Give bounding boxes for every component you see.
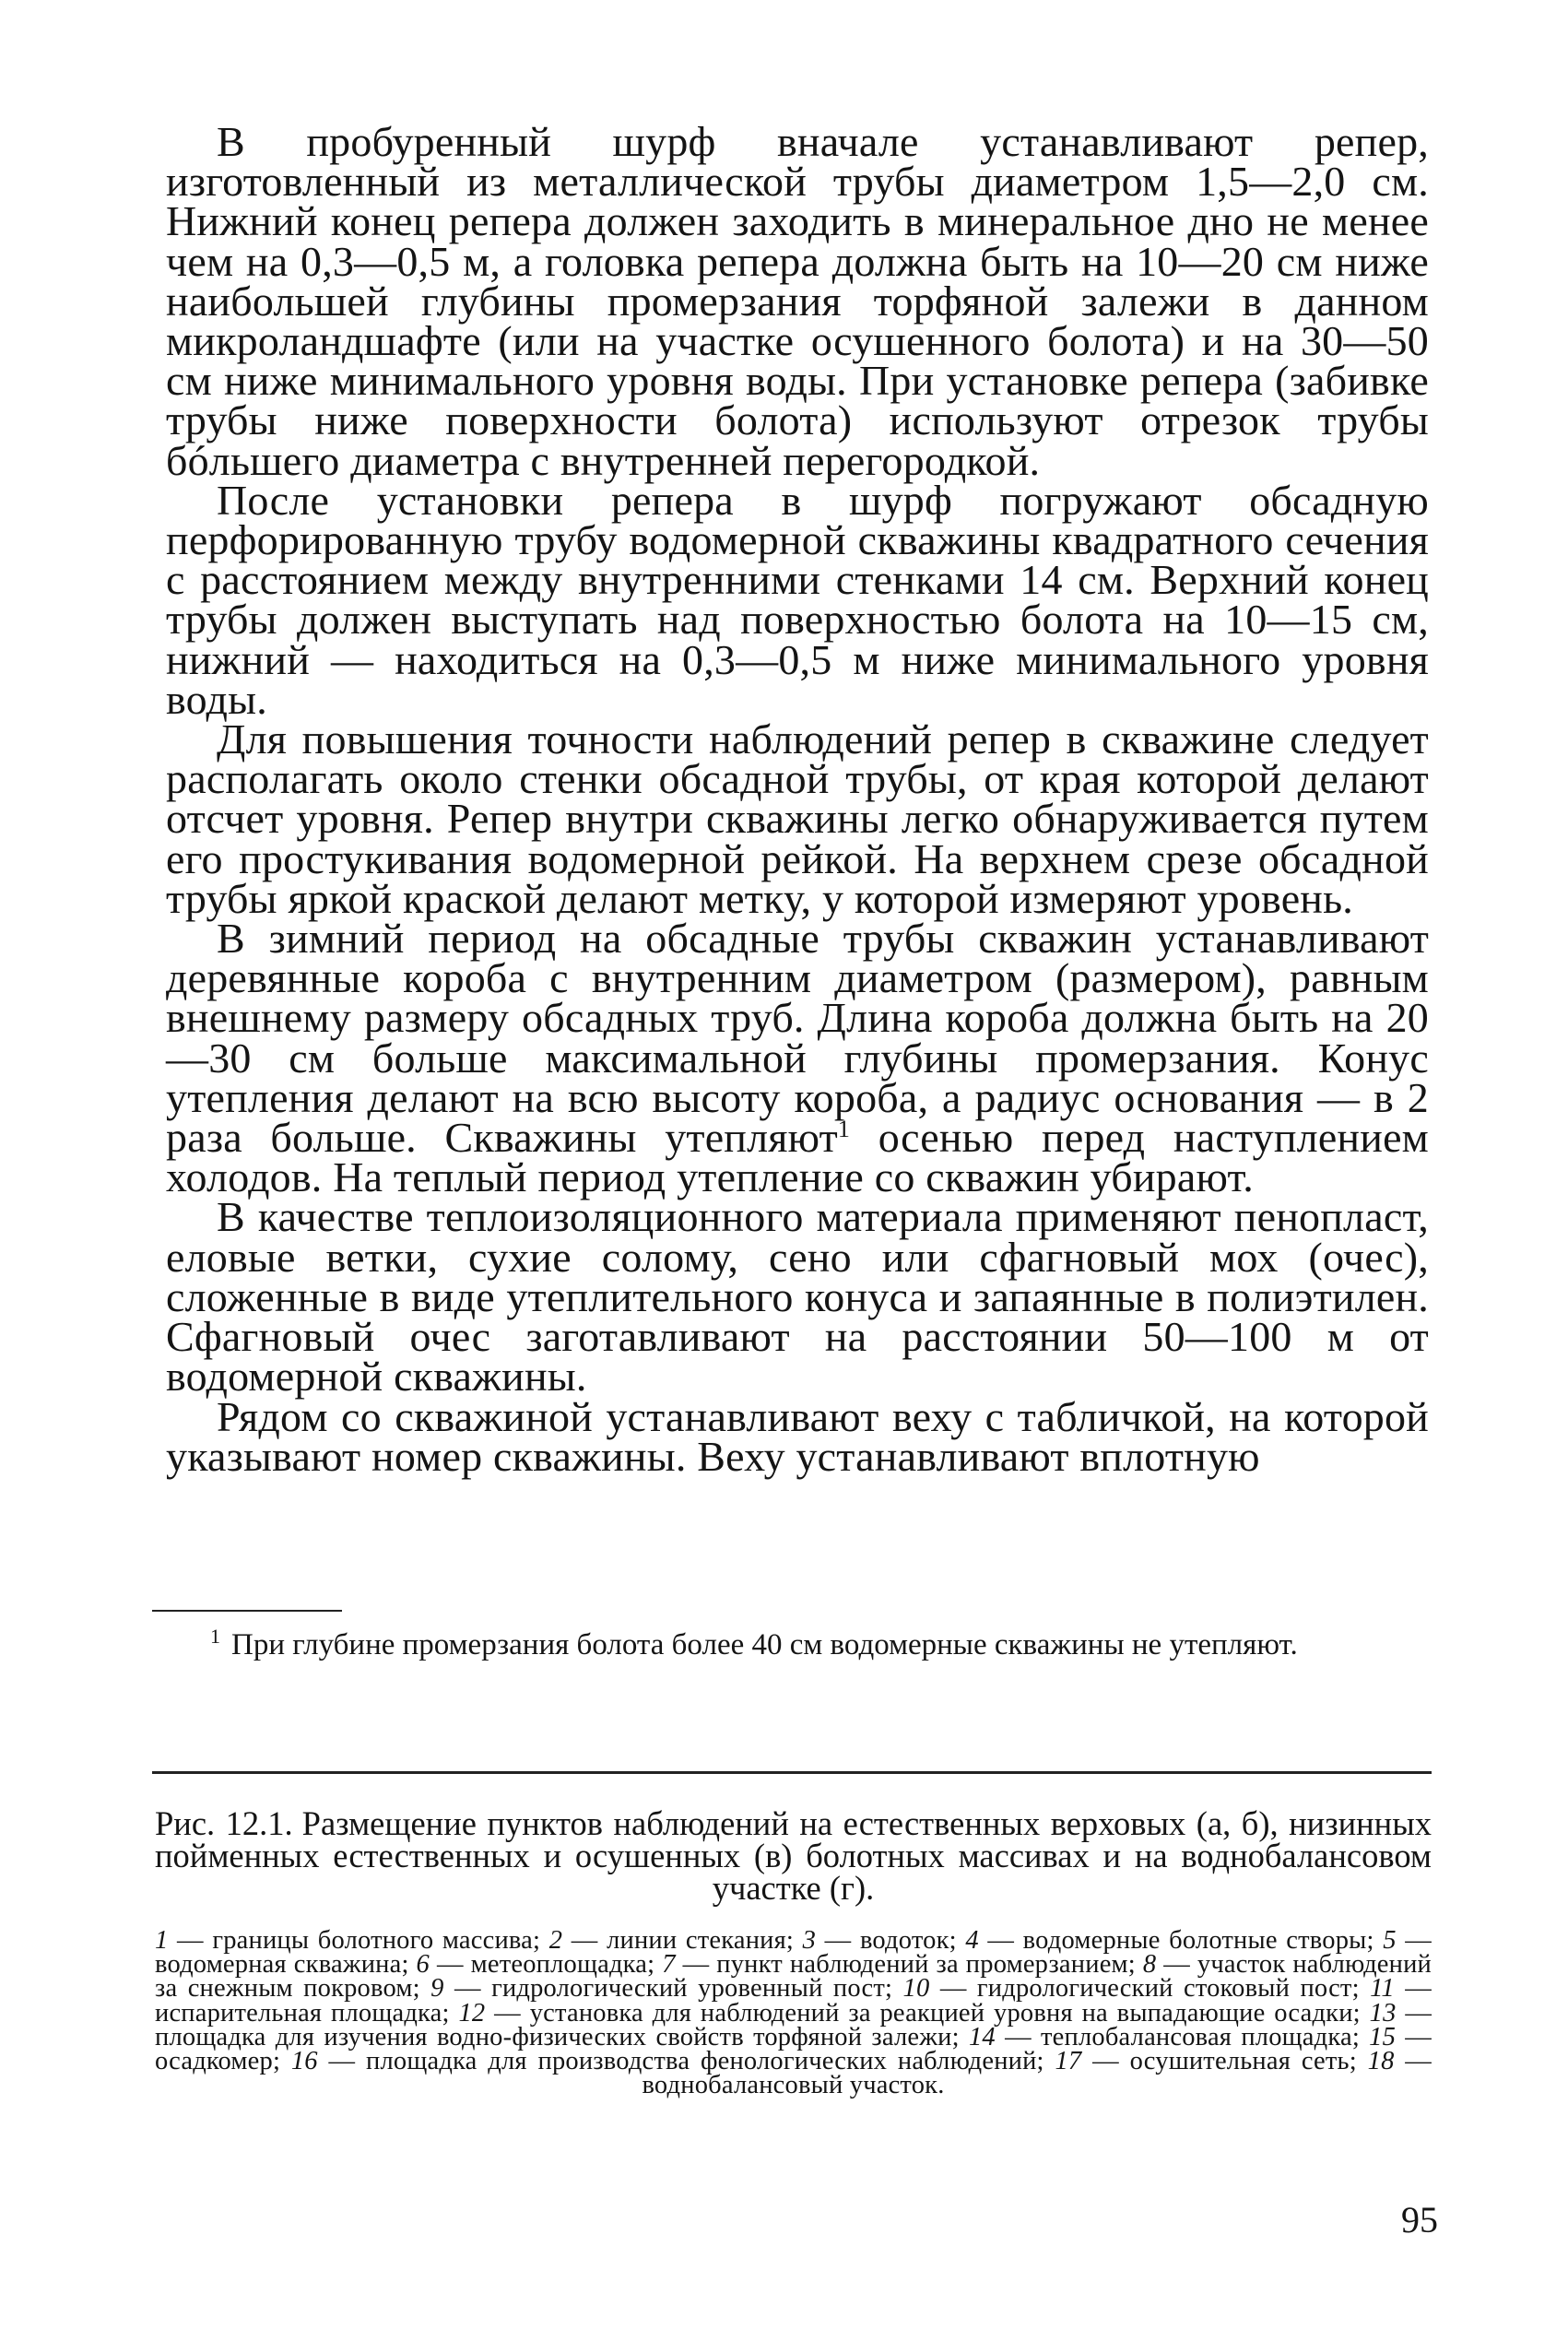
legend-item: 3 — водоток;: [802, 1926, 957, 1955]
legend-item-text: пункт наблюдений за промерзанием;: [716, 1950, 1136, 1980]
legend-item: 6 — метеоплощадка;: [416, 1950, 655, 1980]
legend-item-number: 14: [968, 2022, 996, 2051]
legend-item-text: площадка для изучения водно-физических свойств торфяной залежи;: [155, 2022, 960, 2051]
legend-item-number: 3: [802, 1926, 817, 1955]
legend-item-text: площадка для производства фенологических наблюдений;: [366, 2047, 1044, 2076]
legend-item-text: испарительная площадка;: [155, 1998, 450, 2028]
legend-item: 15 — осадкомер;: [155, 2022, 1432, 2076]
legend-item-number: 11: [1370, 1974, 1395, 2004]
figure-number: Рис. 12.1.: [155, 1804, 293, 1842]
legend-item-text: установка для наблюдений за реакцией уровня на выпадающие осадки;: [529, 1998, 1361, 2028]
footnote-separator: [152, 1610, 342, 1612]
legend-item-text: воднобалансовый участок.: [642, 2071, 945, 2100]
legend-item-number: 13: [1369, 1998, 1397, 2028]
legend-item: 16 — площадка для производства фенологических наблюдений;: [290, 2047, 1044, 2076]
legend-item: 9 — гидрологический уровенный пост;: [430, 1974, 893, 2004]
paragraph-3: Для повышения точности наблюдений репер в скважине следует располагать около стенки обсадной трубы, от края которой делают отсчет уровня. Репер внутри скважины легко обнаруживается путем его простукивания водомерной рейкой. На верхнем срезе обсадной трубы яркой краской делают метку, у которой измеряют уровень.: [166, 715, 1429, 922]
legend-item-text: водомерные болотные створы;: [1022, 1926, 1374, 1955]
legend-item-number: 16: [290, 2047, 318, 2076]
paragraph-2: После установки репера в шурф погружают обсадную перфорированную трубу водомерной скважины квадратного сечения с расстоянием между внутренними стенками 14 см. Верхний конец трубы должен выступать над поверхностью болота на 10—15 см, нижний — находиться на 0,3—0,5 м ниже минимального уровня воды.: [166, 476, 1429, 723]
figure-caption: [155, 1804, 1432, 1907]
legend-item-number: 15: [1369, 2022, 1397, 2051]
legend-item-text: границы болотного массива;: [212, 1926, 541, 1955]
legend-item-number: 2: [548, 1926, 563, 1955]
legend-item-number: 1: [155, 1926, 169, 1955]
legend-item: 5 — водомерная скважина;: [155, 1926, 1432, 1980]
legend-item: 10 — гидрологический стоковый пост;: [902, 1974, 1360, 2004]
legend-item: 13 — площадка для изучения водно-физических свойств торфяной залежи;: [155, 1998, 1432, 2051]
legend-item-text: участок наблюдений за снежным покровом;: [155, 1950, 1432, 2004]
legend-item: 2 — линии стекания;: [548, 1926, 795, 1955]
page-number: 95: [1401, 2199, 1438, 2240]
footnote-mark: 1: [210, 1625, 220, 1648]
legend-item-text: водомерная скважина;: [155, 1950, 409, 1980]
legend-item: 18 — воднобалансовый участок.: [642, 2047, 1432, 2100]
legend-item-number: 17: [1055, 2047, 1082, 2076]
legend-item: 8 — участок наблюдений за снежным покровом;: [155, 1950, 1432, 2004]
legend-item: 1 — границы болотного массива;: [155, 1926, 541, 1955]
legend-item-number: 12: [458, 1998, 486, 2028]
legend-item-text: гидрологический уровенный пост;: [491, 1974, 893, 2004]
legend-item-text: осушительная сеть;: [1129, 2047, 1357, 2076]
legend-item: 4 — водомерные болотные створы;: [965, 1926, 1374, 1955]
legend-item-number: 6: [416, 1950, 430, 1980]
legend-item-number: 5: [1383, 1926, 1397, 1955]
paragraph-6: Рядом со скважиной устанавливают веху с табличкой, на которой указывают номер скважины. Веху устанавливают вплотную: [166, 1392, 1429, 1480]
legend-item: 7 — пункт наблюдений за промерзанием;: [662, 1950, 1136, 1980]
legend-item-number: 8: [1142, 1950, 1157, 1980]
legend-item-text: водоток;: [859, 1926, 957, 1955]
footnote-text: При глубине промерзания болота более 40 см водомерные скважины не утепляют.: [231, 1628, 1298, 1661]
legend-item-text: осадкомер;: [155, 2047, 281, 2076]
legend-item-number: 9: [430, 1974, 444, 2004]
paragraph-4: [166, 915, 1429, 1201]
footnote-reference-mark: 1: [837, 1116, 851, 1143]
legend-item-number: 7: [662, 1950, 676, 1980]
legend-item-text: теплобалансовая площадка;: [1041, 2022, 1360, 2051]
legend-item-text: гидрологический стоковый пост;: [976, 1974, 1360, 2004]
paragraph-1: В пробуренный шурф вначале устанавливают репер, изготовленный из металлической трубы диаметром 1,5—2,0 см. Нижний конец репера должен заходить в минеральное дно не менее чем на 0,3—0,5 м, а головка репера должна быть на 10—20 см ниже наибольшей глубины промерзания торфяной залежи в данном микроландшафте (или на участке осушенного болота) и на 30—50 см ниже минимального уровня воды. При установке репера (забивке трубы ниже поверхности болота) используют отрезок трубы бóльшего диаметра с внутренней перегородкой.: [166, 118, 1429, 484]
figure-legend: [155, 1926, 1432, 2100]
legend-item: 12 — установка для наблюдений за реакцией уровня на выпадающие осадки;: [458, 1998, 1361, 2028]
legend-item: 17 — осушительная сеть;: [1055, 2047, 1357, 2076]
figure-caption-text: Размещение пунктов наблюдений на естественных верховых (а, б), низинных пойменных естественных и осушенных (в) болотных массивах и на воднобалансовом участке (г).: [155, 1804, 1432, 1907]
figure-separator: [152, 1771, 1432, 1774]
legend-item-number: 10: [902, 1974, 930, 2004]
legend-item: 11 — испарительная площадка;: [155, 1974, 1432, 2028]
legend-item-text: линии стекания;: [607, 1926, 795, 1955]
legend-item-number: 18: [1367, 2047, 1395, 2076]
legend-item-number: 4: [965, 1926, 979, 1955]
legend-item: 14 — теплобалансовая площадка;: [968, 2022, 1360, 2051]
paragraph-5: В качестве теплоизоляционного материала применяют пенопласт, еловые ветки, сухие солому, сено или сфагновый мох (очес), сложенные в виде утеплительного конуса и запаянные в полиэтилен. Сфагновый очес заготавливают на расстоянии 50—100 м от водомерной скважины.: [166, 1193, 1429, 1401]
legend-item-text: метеоплощадка;: [470, 1950, 655, 1980]
paragraph-4-text-a: В зимний период на обсадные трубы скважин устанавливают деревянные короба с внутренним диаметром (размером), равным внешнему размеру обсадных труб. Длина короба должна быть на 20—30 см больше максимальной глубины промерзания. Конус утепления делают на всю высоту короба, а радиус основания — в 2 раза больше. Скважины утепляют: [166, 915, 1429, 1162]
main-text-body: [166, 118, 1429, 1480]
footnote: [162, 1625, 1430, 1661]
paragraph-4-text-b: осенью перед наступлением холодов. На теплый период утепление со скважин убирают.: [166, 1114, 1429, 1201]
